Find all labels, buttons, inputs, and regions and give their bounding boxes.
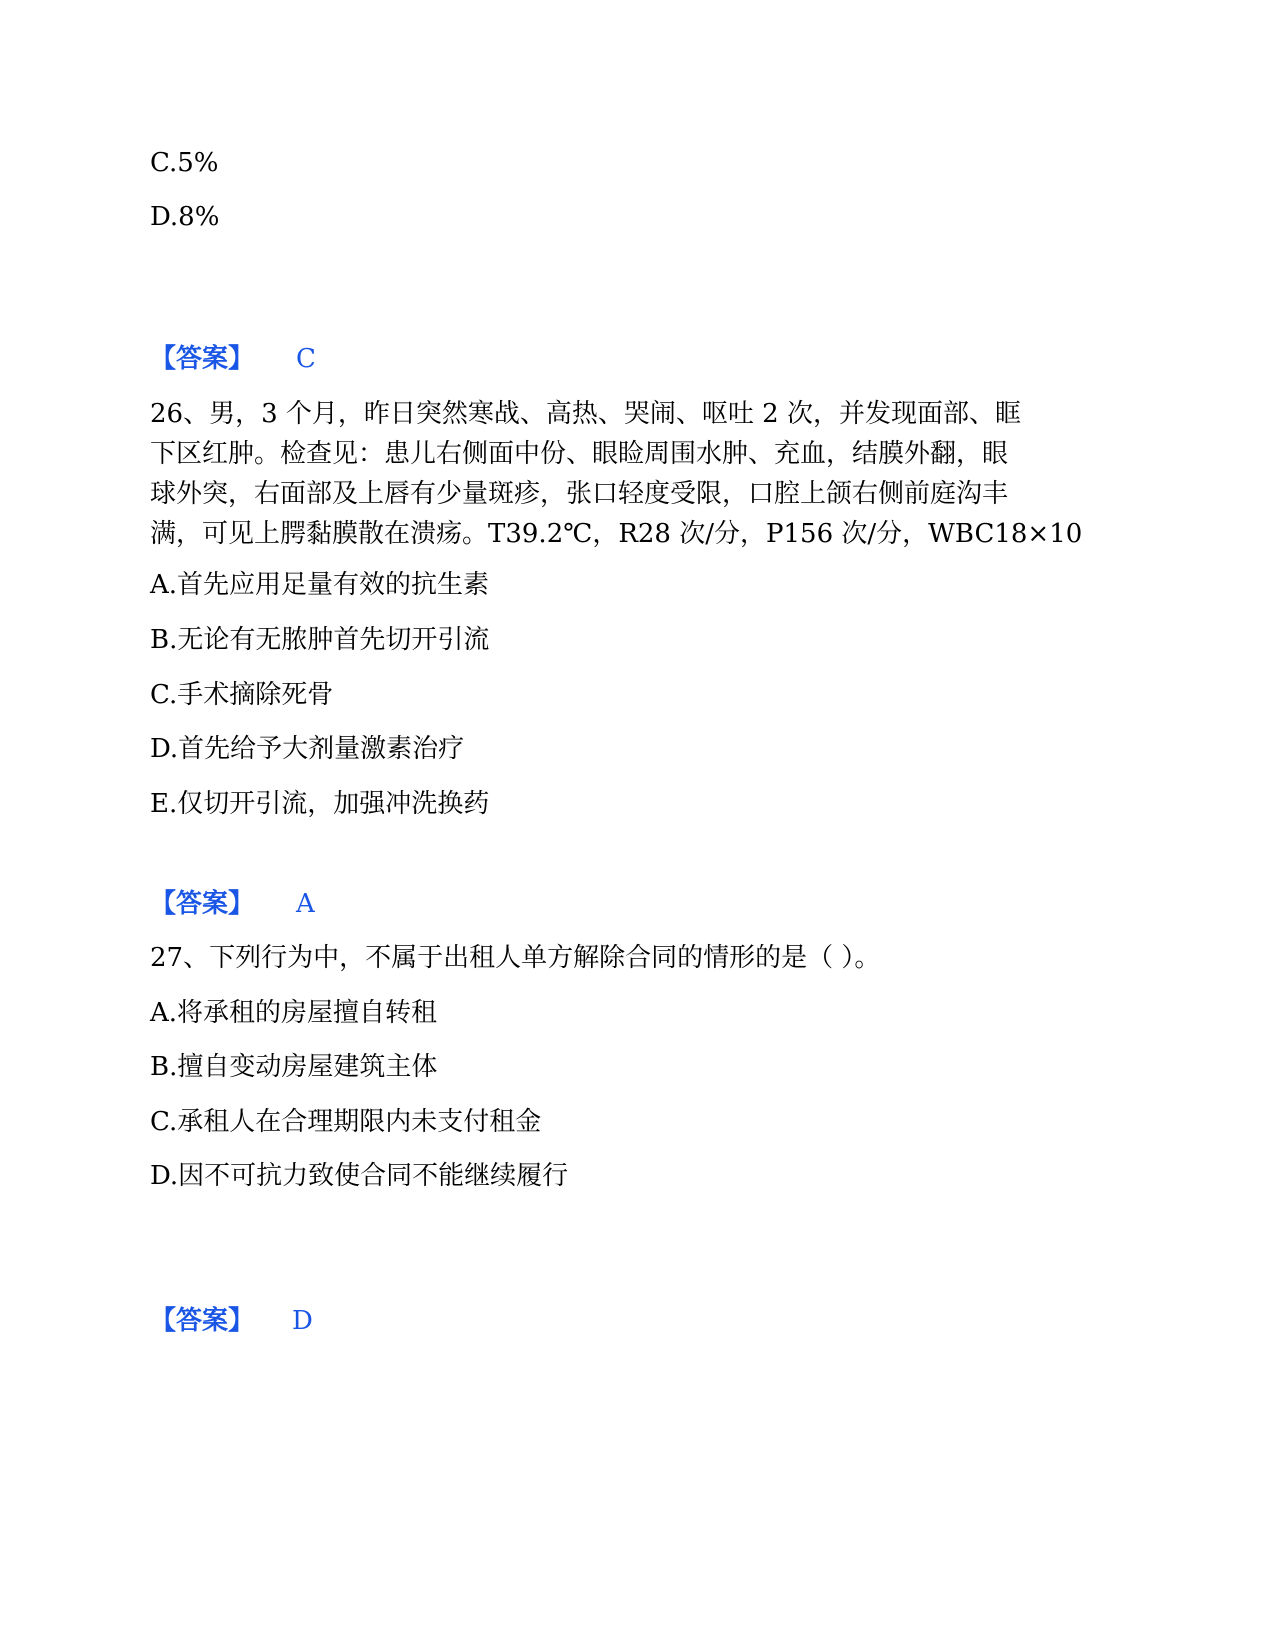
q25-option-d: D.8%: [150, 202, 220, 232]
q26-option-a: A.首先应用足量有效的抗生素: [150, 570, 490, 600]
q26-stem-line: 下区红肿。检查见：患儿右侧面中份、眼睑周围水肿、充血，结膜外翻，眼: [150, 439, 1009, 469]
q26-answer-label: 【答案】: [150, 889, 255, 919]
q26-stem-line: 球外突，右面部及上唇有少量斑疹，张口轻度受限，口腔上颌右侧前庭沟丰: [150, 479, 1009, 509]
q27-option-c: C.承租人在合理期限内未支付租金: [150, 1107, 542, 1137]
q27-option-b: B.擅自变动房屋建筑主体: [150, 1052, 438, 1082]
q26-stem-line: 满，可见上腭黏膜散在溃疡。T39.2℃，R28 次/分，P156 次/分，WBC18×10: [150, 519, 1083, 549]
q26-answer-value: A: [296, 889, 315, 919]
q27-answer-value: D: [292, 1306, 313, 1336]
q26-option-c: C.手术摘除死骨: [150, 680, 334, 710]
q27-stem: 27、下列行为中，不属于出租人单方解除合同的情形的是（ ）。: [150, 943, 881, 973]
q26-option-b: B.无论有无脓肿首先切开引流: [150, 625, 490, 655]
q27-option-a: A.将承租的房屋擅自转租: [150, 998, 438, 1028]
q25-answer-value: C: [296, 344, 316, 374]
q26-stem-line: 26、男，3 个月，昨日突然寒战、高热、哭闹、呕吐 2 次，并发现面部、眶: [150, 399, 1021, 429]
q25-option-c: C.5%: [150, 148, 219, 178]
q27-answer-label: 【答案】: [150, 1306, 255, 1336]
q25-answer-label: 【答案】: [150, 344, 255, 374]
q26-option-d: D.首先给予大剂量激素治疗: [150, 734, 465, 764]
q27-option-d: D.因不可抗力致使合同不能继续履行: [150, 1161, 569, 1191]
q26-option-e: E.仅切开引流，加强冲洗换药: [150, 789, 490, 819]
q26-stem: [150, 394, 1110, 554]
